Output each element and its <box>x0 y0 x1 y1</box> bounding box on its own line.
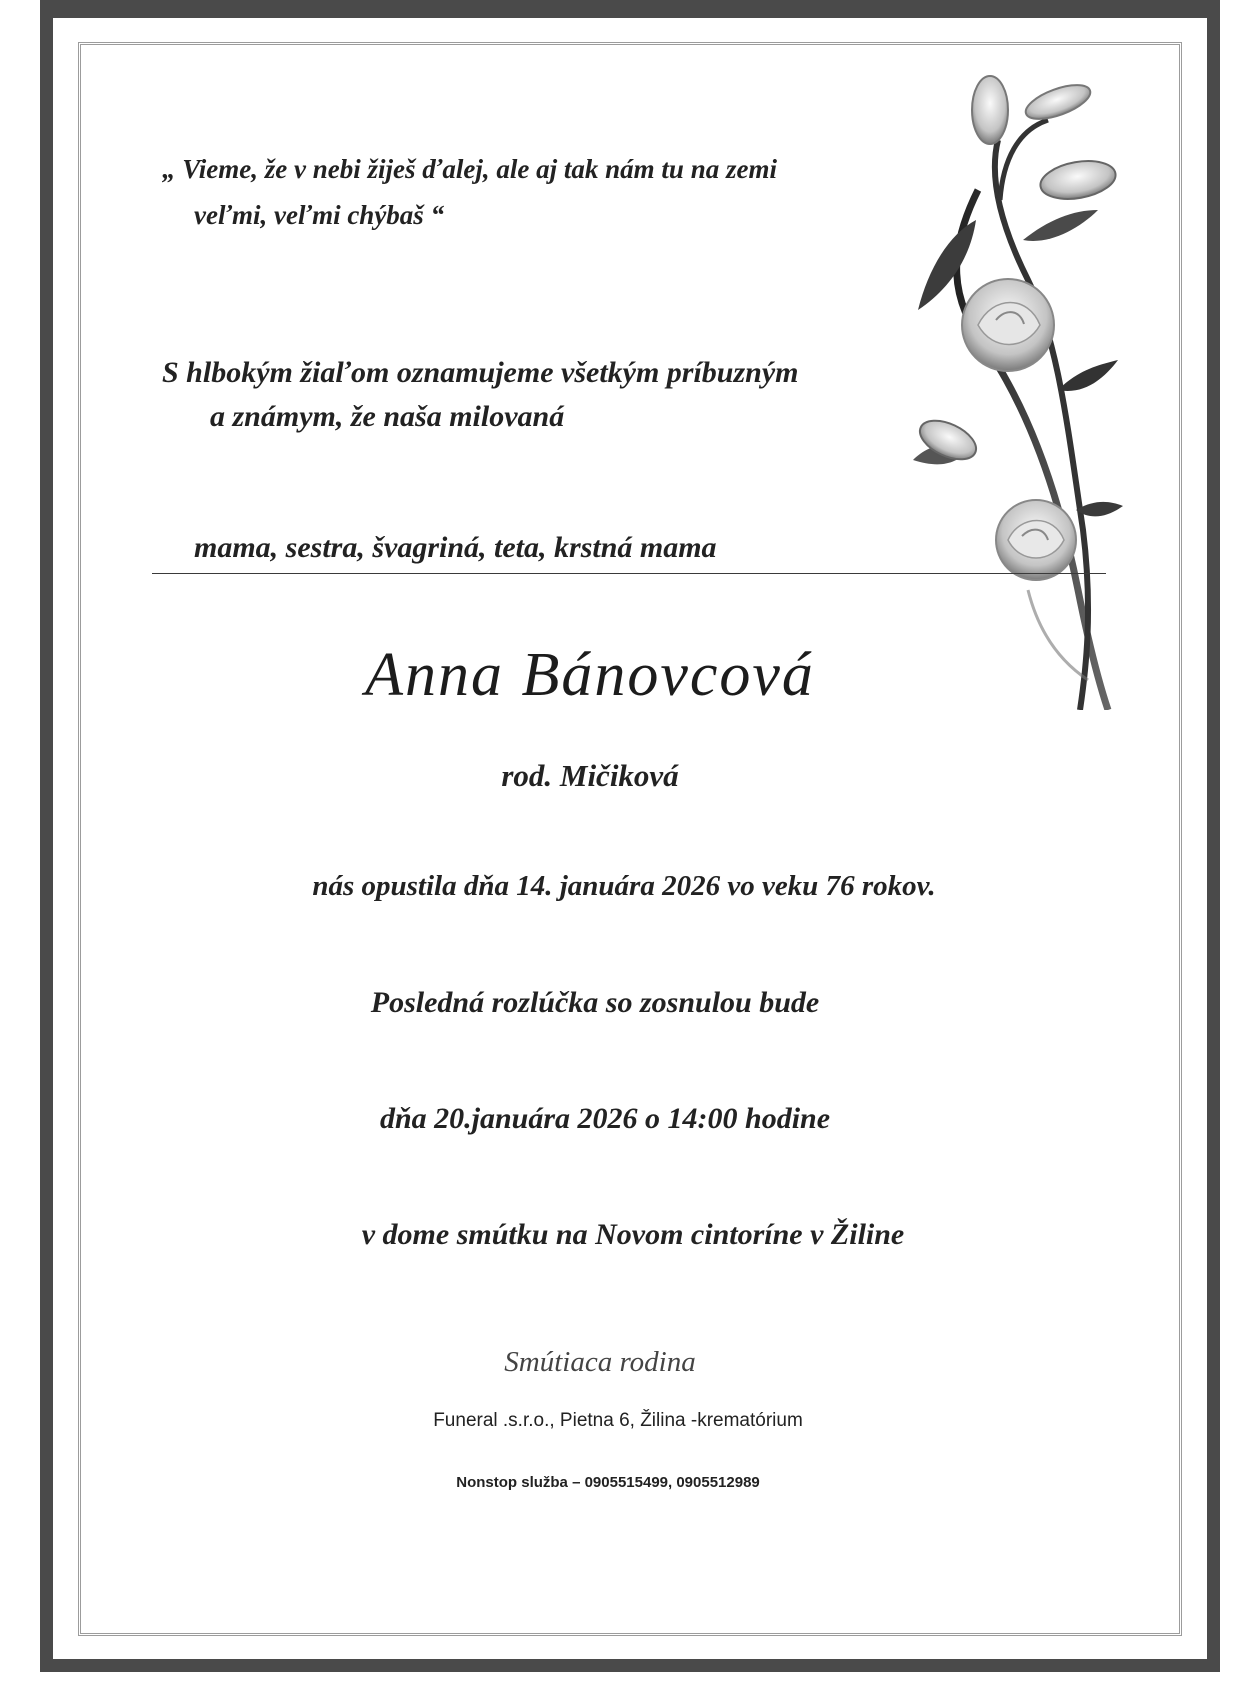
family-signature: Smútiaca rodina <box>504 1346 696 1378</box>
farewell-intro: Posledná rozlúčka so zosnulou bude <box>370 986 820 1019</box>
quote-line-1: „ Vieme, že v nebi žiješ ďalej, ale aj tak nám tu na zemi <box>162 154 777 184</box>
death-info: nás opustila dňa 14. januára 2026 vo veku 76 rokov. <box>312 870 936 902</box>
announcement-line-2: a známym, že naša milovaná <box>210 400 565 433</box>
relations-line: mama, sestra, švagriná, teta, krstná mama <box>194 531 717 564</box>
nonstop-service-phones: Nonstop služba – 0905515499, 0905512989 <box>456 1474 760 1491</box>
funeral-service-address: Funeral .s.r.o., Pietna 6, Žilina -krematórium <box>433 1410 803 1431</box>
maiden-name: rod. Mičiková <box>501 758 679 793</box>
farewell-location: v dome smútku na Novom cintoríne v Žiline <box>361 1218 905 1251</box>
farewell-date-time: dňa 20.januára 2026 o 14:00 hodine <box>379 1102 831 1135</box>
quote-line-2: veľmi, veľmi chýbaš “ <box>194 200 445 230</box>
announcement-line-1: S hlbokým žiaľom oznamujeme všetkým príbuzným <box>162 356 799 389</box>
lisianthus-flower-illustration <box>908 70 1170 710</box>
deceased-name: Anna Bánovcová <box>365 641 815 709</box>
divider-rule <box>152 573 1106 574</box>
